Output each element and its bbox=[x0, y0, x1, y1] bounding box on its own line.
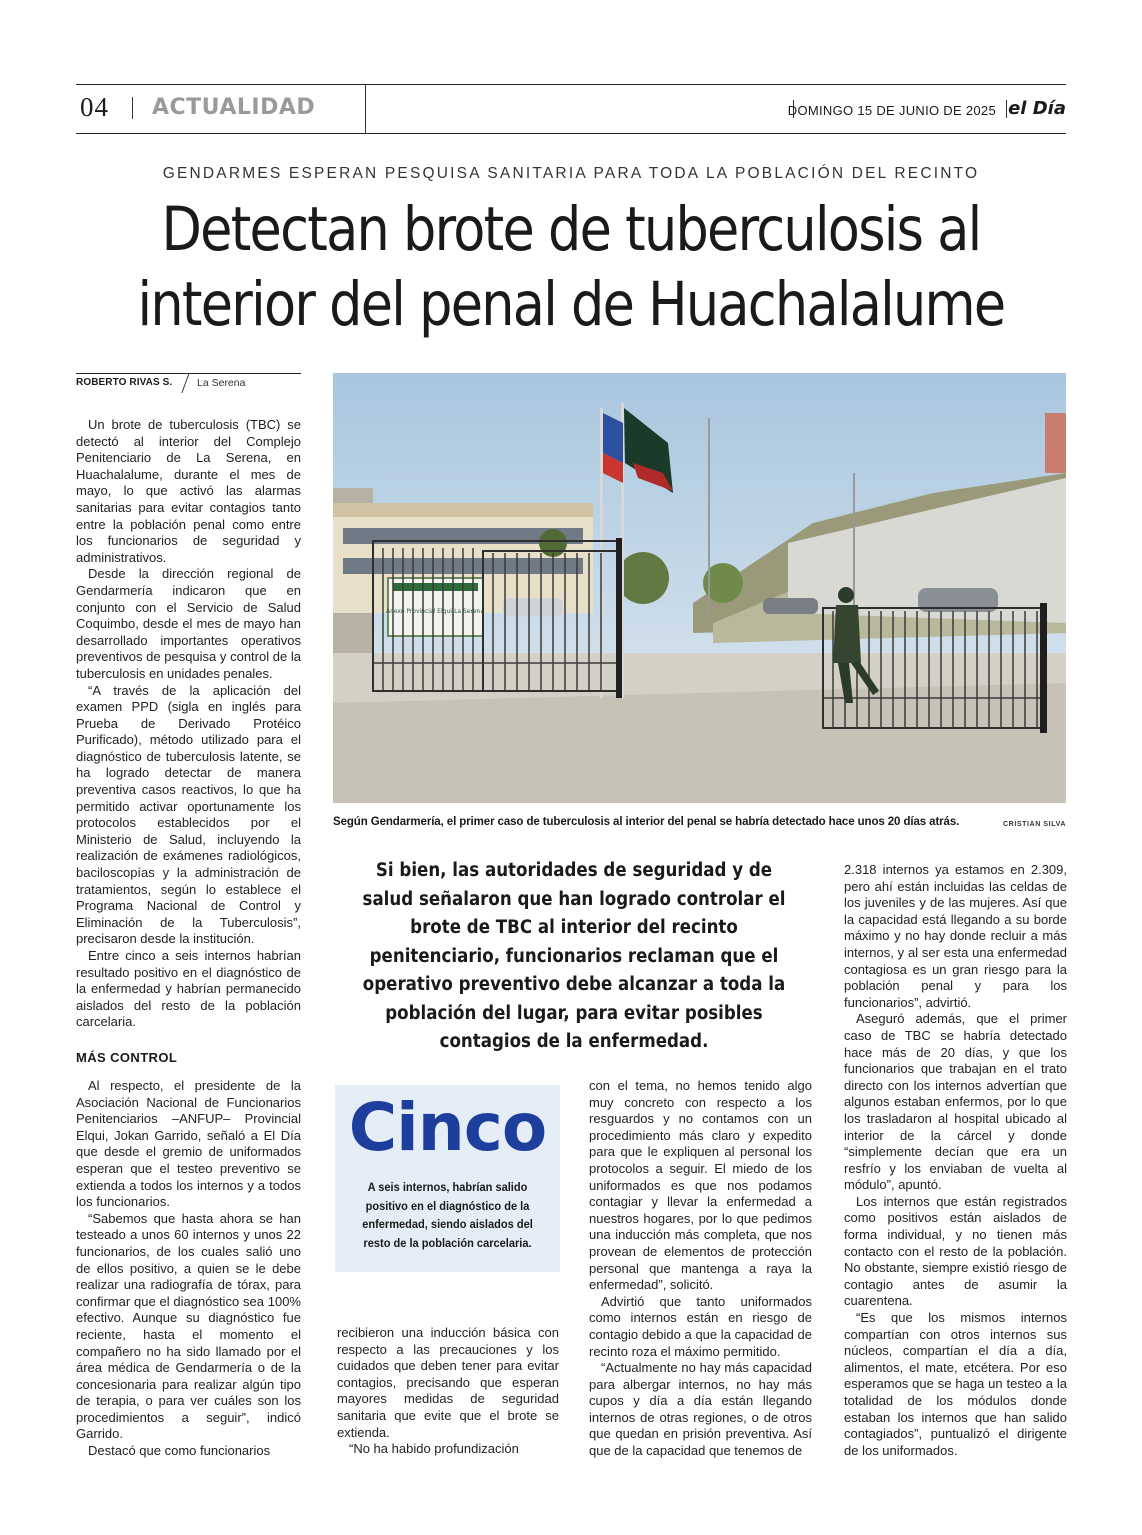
body-paragraph: Los internos que están registrados como positivos están aislados de forma individual, y no tienen más contacto con el resto de la población. No obstante, siempre existió riesgo de contagio antes de asumir la cuarentena. bbox=[844, 1193, 1067, 1309]
body-paragraph: “Actualmente no hay más capacidad para albergar internos, no hay más cupos y día a día están llegando internos de otras regiones, o de otros que quedan en prisión preventiva. Así que de la capacidad que tenemos de bbox=[589, 1360, 812, 1459]
photo-caption: Según Gendarmería, el primer caso de tuberculosis al interior del penal se habría detectado hace unos 20 días atrás. bbox=[333, 816, 960, 828]
pull-quote: Si bien, las autoridades de seguridad y de salud señalaron que han logrado controlar el brote de TBC al interior del recinto penitenciario, funcionarios reclaman que el operativo preventivo debe alcanzar a toda la población del lugar, para evitar posibles contagios de la enfermedad. bbox=[362, 860, 786, 1052]
section-title: ACTUALIDAD bbox=[152, 95, 316, 120]
header-divider bbox=[365, 84, 366, 133]
article-photo bbox=[333, 373, 1066, 803]
page-number: 04 bbox=[80, 92, 109, 122]
author-byline: ROBERTO RIVAS S. bbox=[76, 377, 173, 388]
body-paragraph: recibieron una inducción básica con respecto a las precauciones y los cuidados que deben tener para evitar contagios, precisando que esperan mayores medidas de seguridad sanitaria que evite que el brote se extienda. bbox=[337, 1325, 559, 1440]
body-paragraph: 2.318 internos ya estamos en 2.309, pero ahí están incluidas las celdas de los juveniles y de las mujeres. Así que la capacidad está llegando a su borde máximo y no hay donde recluir a más internos, y al ser esta una enfermedad contagiosa es un gran riesgo para la población penal y para los funcionarios”, advirtió. bbox=[844, 862, 1067, 1010]
body-paragraph: Destacó que como funcionarios bbox=[88, 1443, 271, 1459]
body-paragraph: con el tema, no hemos tenido algo muy concreto con respecto a los resguardos y no contamos con un procedimiento más claro y expedito para que le expliquen al personal los protocolos a seguir. El miedo de los uniformados es que nos podamos contagiar y llevar la enfermedad a nuestros hogares, por lo que pedimos una inducción más completa, que nos provean de elementos de protección personal que mantenga a raya la enfermedad”, solicitó. bbox=[589, 1078, 812, 1293]
fact-box-number: Cinco bbox=[348, 1089, 547, 1166]
body-paragraph: Al respecto, el presidente de la Asociación Nacional de Funcionarios Penitenciarios –ANFUP– Provincial Elqui, Jokan Garrido, señaló a El Día que desde el gremio de uniformados esperan que el testeo preventivo se extienda a todos los internos y a todos los funcionarios. bbox=[76, 1078, 301, 1210]
header-divider bbox=[1006, 100, 1007, 118]
issue-date: DOMINGO 15 DE JUNIO DE 2025 bbox=[787, 103, 996, 118]
body-column-1-bottom bbox=[76, 1078, 301, 1460]
photo-sign-label: Anexo Provincial Elqui-La Serena bbox=[385, 608, 485, 615]
body-paragraph: Aseguró además, que el primer caso de TBC se habría detectado hace más de 20 días, y que los funcionarios que trabajan en el trato directo con los internos advertían que algunos estaban enfermos, por lo que los trasladaron al hospital ubicado al interior de la cárcel y donde “simplemente decían que era un resfrío y los enviaban de vuelta al módulo”, apuntó. bbox=[844, 1011, 1067, 1193]
headline-line-1: Detectan brote de tuberculosis al bbox=[161, 194, 981, 265]
body-column-2 bbox=[337, 1325, 559, 1458]
photo-credit: CRISTIAN SILVA bbox=[1003, 821, 1066, 828]
body-paragraph: Un brote de tuberculosis (TBC) se detectó al interior del Complejo Penitenciario de La Serena, en Huachalalume, durante el mes de mayo, lo que activó las alarmas sanitarias para evitar contagios tanto entre la población penal como entre los funcionarios de seguridad y administrativos. bbox=[76, 417, 301, 565]
body-paragraph: “A través de la aplicación del examen PPD (sigla en inglés para Prueba de Derivado Protéico Purificado), método utilizado para el diagnóstico de tuberculosis latente, se ha logrado detectar de manera preventiva casos reactivos, lo que ha permitido activar oportunamente los protocolos establecidos por el Ministerio de Salud, incluyendo la realización de exámenes radiológicos, baciloscopías y la administración de tratamientos, según lo establece el Programa Nacional de Control y Eliminación de la Tuberculosis”, precisaron desde la institución. bbox=[76, 682, 301, 947]
fact-box bbox=[335, 1085, 560, 1272]
body-paragraph: “Sabemos que hasta ahora se han testeado a unos 60 internos y unos 22 funcionarios, de los cuales salió uno de ellos positivo, a quien se le debe realizar una radiografía de tórax, para confirmar que el diagnóstico sea 100% efectivo. Aunque su diagnóstico fue reciente, hasta el momento el compañero no ha sido llamado por el área médica de Gendarmería o de la concesionaria para realizar algún tipo de terapia, o para ver cuáles son los procedimientos a seguir”, indicó Garrido. bbox=[76, 1210, 301, 1442]
headline-line-2: interior del penal de Huachalalume bbox=[137, 269, 1005, 340]
body-paragraph: “Es que los mismos internos compartían con otros internos sus núcleos, compartían el día a día, alimentos, el mate, etcétera. Por eso esperamos que se haga un testeo a la totalidad de los módulos donde estaban los internos que han salido contagiados”, puntualizó el dirigente de los uniformados. bbox=[844, 1310, 1067, 1458]
header-bottom-rule bbox=[76, 133, 1066, 134]
fact-box-text: A seis internos, habrían salido positivo en el diagnóstico de la enfermedad, siendo aislados del resto de la población carcelaria. bbox=[362, 1180, 533, 1250]
article-kicker: GENDARMES ESPERAN PESQUISA SANITARIA PARA TODA LA POBLACIÓN DEL RECINTO bbox=[162, 165, 980, 182]
body-paragraph: Entre cinco a seis internos habrían resultado positivo en el diagnóstico de la enfermedad y habrían permanecido aislados del resto de la población carcelaria. bbox=[76, 948, 301, 1030]
body-column-4 bbox=[844, 862, 1067, 1459]
byline-slash bbox=[181, 373, 189, 393]
body-column-1-top bbox=[76, 417, 301, 1031]
section-subhead: MÁS CONTROL bbox=[76, 1050, 178, 1065]
body-paragraph: “No ha habido profundización bbox=[349, 1441, 519, 1457]
newspaper-logo: el Día bbox=[1008, 98, 1066, 119]
header-top-rule bbox=[76, 84, 1066, 85]
byline-location: La Serena bbox=[197, 377, 246, 389]
article-headline bbox=[132, 192, 1011, 342]
body-paragraph: Desde la dirección regional de Gendarmería indicaron que en conjunto con el Servicio de Salud Coquimbo, desde el mes de mayo han desarrollado importantes operativos preventivos de pesquisa y control de la tuberculosis en unidades penales. bbox=[76, 566, 301, 681]
prison-gate-photo bbox=[333, 373, 1066, 803]
body-column-3 bbox=[589, 1078, 812, 1460]
body-paragraph: Advirtió que tanto uniformados como internos están en riesgo de contagio debido a que la capacidad de recinto roza el máximo permitido. bbox=[589, 1293, 812, 1359]
header-divider bbox=[132, 97, 133, 119]
